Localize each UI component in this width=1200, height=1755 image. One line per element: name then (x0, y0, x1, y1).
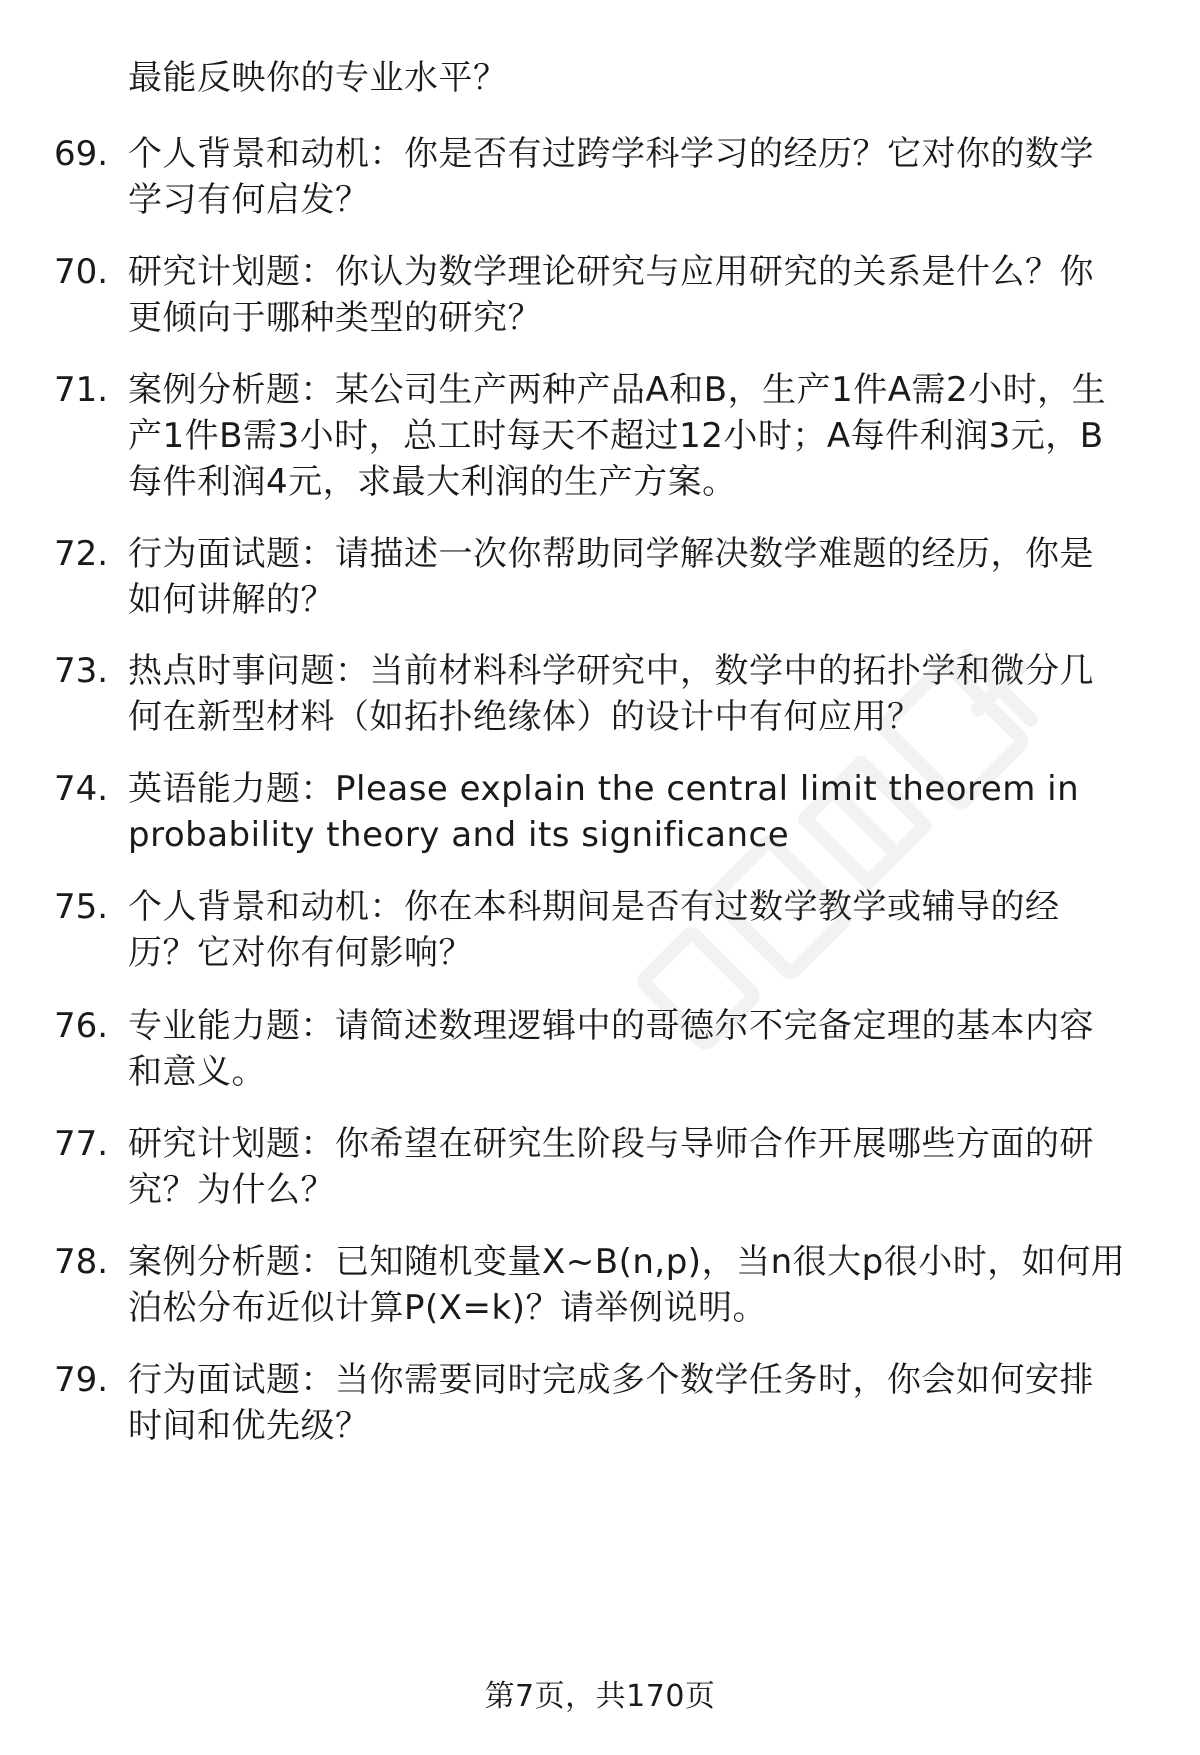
question-line: 何在新型材料（如拓扑绝缘体）的设计中有何应用？ (128, 697, 922, 737)
question-number: 70. (54, 252, 109, 292)
question-line: 更倾向于哪种类型的研究？ (128, 298, 542, 338)
question-line: 产1件B需3小时，总工时每天不超过12小时；A每件利润3元，B (128, 416, 1104, 456)
question-line: 行为面试题：当你需要同时完成多个数学任务时，你会如何安排 (128, 1360, 1094, 1400)
question-number: 78. (54, 1242, 109, 1282)
question-line: 研究计划题：你希望在研究生阶段与导师合作开展哪些方面的研 (128, 1124, 1094, 1164)
question-number: 72. (54, 534, 109, 574)
page-footer: 第7页，共170页 (484, 1679, 716, 1714)
continuation-line: 最能反映你的专业水平？ (128, 58, 508, 98)
question-line: 如何讲解的？ (128, 580, 335, 620)
question-number: 75. (54, 887, 109, 927)
question-number: 76. (54, 1006, 109, 1046)
question-line: 学习有何启发？ (128, 180, 370, 220)
question-number: 79. (54, 1360, 109, 1400)
question-line: 究？为什么？ (128, 1170, 335, 1210)
question-line: 每件利润4元，求最大利润的生产方案。 (128, 462, 737, 502)
question-line: 案例分析题：某公司生产两种产品A和B，生产1件A需2小时，生 (128, 370, 1107, 410)
question-line: 个人背景和动机：你是否有过跨学科学习的经历？它对你的数学 (128, 134, 1094, 174)
question-line: 热点时事问题：当前材料科学研究中，数学中的拓扑学和微分几 (128, 651, 1094, 691)
question-line: probability theory and its significance (128, 815, 790, 855)
question-line: 和意义。 (128, 1052, 266, 1092)
question-line: 案例分析题：已知随机变量X~B(n,p)，当n很大p很小时，如何用 (128, 1242, 1126, 1282)
question-line: 历？它对你有何影响？ (128, 933, 473, 973)
question-line: 行为面试题：请描述一次你帮助同学解决数学难题的经历，你是 (128, 534, 1094, 574)
question-number: 77. (54, 1124, 109, 1164)
question-line: 泊松分布近似计算P(X=k)？请举例说明。 (128, 1288, 768, 1328)
question-line: 个人背景和动机：你在本科期间是否有过数学教学或辅导的经 (128, 887, 1060, 927)
question-number: 69. (54, 134, 109, 174)
question-line: 专业能力题：请简述数理逻辑中的哥德尔不完备定理的基本内容 (128, 1006, 1094, 1046)
question-number: 73. (54, 651, 109, 691)
question-line: 英语能力题：Please explain the central limit theorem in (128, 769, 1080, 809)
question-number: 74. (54, 769, 109, 809)
question-number: 71. (54, 370, 109, 410)
question-line: 研究计划题：你认为数学理论研究与应用研究的关系是什么？你 (128, 252, 1094, 292)
question-line: 时间和优先级？ (128, 1406, 370, 1446)
